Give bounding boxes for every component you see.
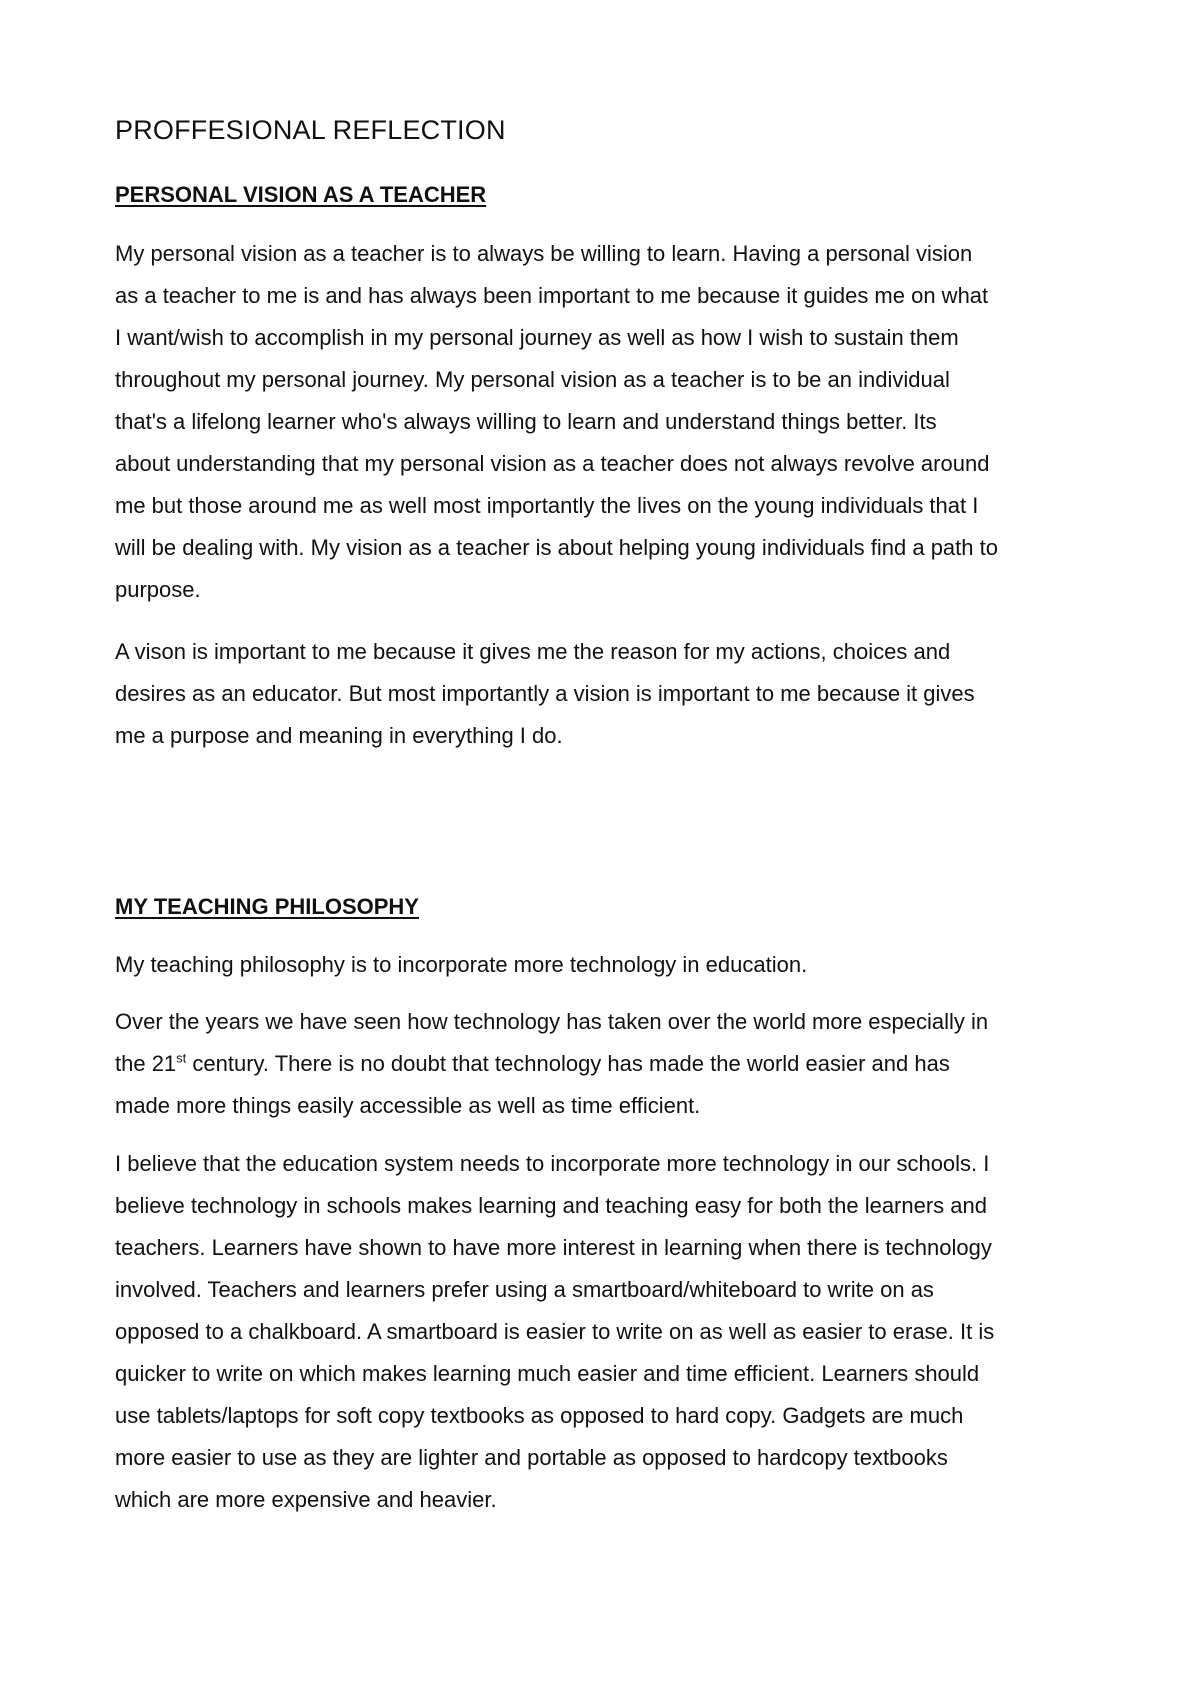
text-line: use tablets/laptops for soft copy textbooks as opposed to hard copy. Gadgets are much — [115, 1403, 964, 1428]
text-line: me but those around me as well most importantly the lives on the young individuals that I — [115, 493, 979, 518]
philosophy-paragraph-1 — [115, 944, 807, 986]
text-line: made more things easily accessible as well as time efficient. — [115, 1093, 701, 1118]
text-fragment: the 21 — [115, 1051, 177, 1076]
text-line: Over the years we have seen how technology has taken over the world more especially in — [115, 1009, 989, 1034]
vision-paragraph-2 — [115, 631, 975, 757]
text-line: that's a lifelong learner who's always willing to learn and understand things better. Its — [115, 409, 937, 434]
text-line: desires as an educator. But most importantly a vision is important to me because it gives — [115, 681, 975, 706]
text-line: believe technology in schools makes learning and teaching easy for both the learners and — [115, 1193, 987, 1218]
ordinal-superscript: st — [176, 1050, 187, 1066]
text-line: more easier to use as they are lighter and portable as opposed to hardcopy textbooks — [115, 1445, 948, 1470]
document-title: PROFFESIONAL REFLECTION — [115, 115, 506, 145]
text-line: throughout my personal journey. My personal vision as a teacher is to be an individual — [115, 367, 950, 392]
text-line: involved. Teachers and learners prefer using a smartboard/whiteboard to write on as — [115, 1277, 934, 1302]
philosophy-paragraph-3 — [115, 1143, 994, 1521]
text-line: A vison is important to me because it gives me the reason for my actions, choices and — [115, 639, 951, 664]
text-line: which are more expensive and heavier. — [115, 1487, 497, 1512]
text-line: My teaching philosophy is to incorporate more technology in education. — [115, 952, 808, 977]
vision-paragraph-1 — [115, 233, 998, 611]
philosophy-paragraph-2 — [115, 1001, 988, 1127]
text-line: will be dealing with. My vision as a teacher is about helping young individuals find a path to — [115, 535, 998, 560]
text-line: about understanding that my personal vision as a teacher does not always revolve around — [115, 451, 990, 476]
text-line: as a teacher to me is and has always been important to me because it guides me on what — [115, 283, 989, 308]
text-line — [115, 1043, 988, 1085]
text-line: My personal vision as a teacher is to always be willing to learn. Having a personal vision — [115, 241, 973, 266]
text-line: quicker to write on which makes learning much easier and time efficient. Learners should — [115, 1361, 980, 1386]
text-fragment: century. There is no doubt that technology has made the world easier and has — [186, 1051, 950, 1076]
text-line: I believe that the education system needs to incorporate more technology in our schools. I — [115, 1151, 990, 1176]
text-line: purpose. — [115, 577, 201, 602]
section-heading-vision: PERSONAL VISION AS A TEACHER — [115, 182, 487, 207]
text-line: me a purpose and meaning in everything I do. — [115, 723, 563, 748]
text-line: I want/wish to accomplish in my personal journey as well as how I wish to sustain them — [115, 325, 959, 350]
section-heading-philosophy: MY TEACHING PHILOSOPHY — [115, 894, 419, 919]
text-line: teachers. Learners have shown to have more interest in learning when there is technology — [115, 1235, 992, 1260]
text-line: opposed to a chalkboard. A smartboard is easier to write on as well as easier to erase. It is — [115, 1319, 995, 1344]
